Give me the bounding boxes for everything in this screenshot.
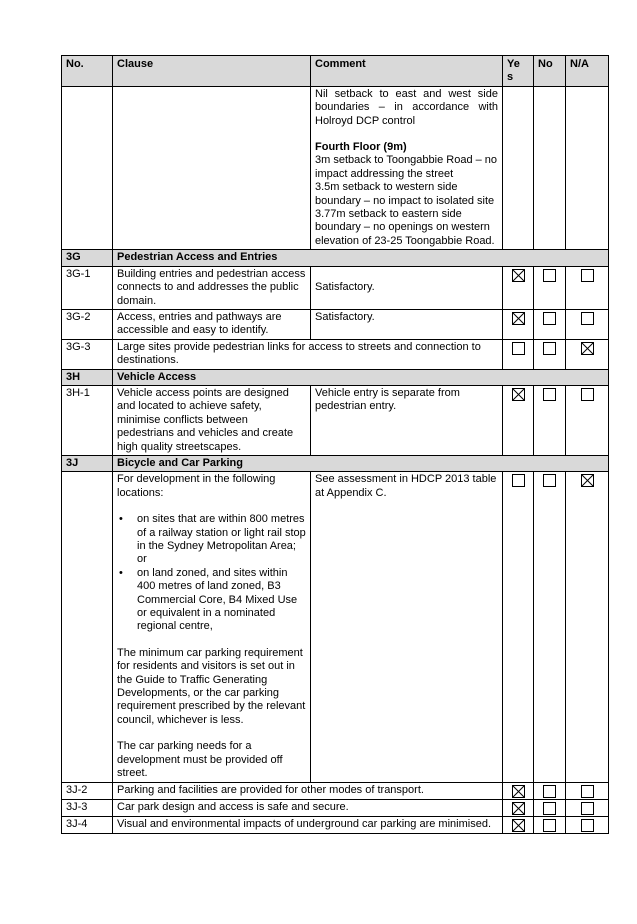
- table-row: [62, 472, 609, 782]
- section-row-3j: [62, 455, 609, 471]
- na-checkbox[interactable]: [581, 388, 594, 401]
- row-number: 3J-4: [62, 816, 113, 833]
- setback-note: Nil setback to east and west side boundaries – in accordance with Holroyd DCP control: [315, 87, 498, 127]
- empty-box-icon: [543, 819, 556, 832]
- list-item: • on sites that are within 800 metres of a railway station or light rail stop in the Sydney Metropolitan Area; or: [117, 513, 306, 567]
- setback-line: 3.77m setback to eastern side boundary – no openings on western elevation of 23-25 Toongabbie Road.: [315, 208, 495, 247]
- yes-checkbox[interactable]: [512, 312, 525, 325]
- table-row: [62, 266, 609, 309]
- empty-box-icon: [543, 269, 556, 282]
- header-no-col: No: [534, 56, 566, 87]
- list-item: • on land zoned, and sites within 400 metres of land zoned, B3 Commercial Core, B4 Mixed Use or equivalent in a nominated regional centre,: [117, 567, 306, 634]
- clause-text: Access, entries and pathways are accessible and easy to identify.: [113, 309, 311, 339]
- no-checkbox-cell: [534, 799, 566, 816]
- na-checkbox[interactable]: [581, 474, 594, 487]
- setback-line: 3.5m setback to western side boundary – no impact to isolated site: [315, 181, 495, 207]
- section-row-3h: [62, 369, 609, 385]
- row-number: 3H-1: [62, 385, 113, 455]
- no-checkbox[interactable]: [543, 312, 556, 325]
- yes-checkbox[interactable]: [512, 785, 525, 798]
- table-row: [62, 309, 609, 339]
- no-checkbox[interactable]: [543, 388, 556, 401]
- na-checkbox-cell: [566, 309, 609, 339]
- no-checkbox[interactable]: [543, 474, 556, 487]
- table-row-continued: [62, 86, 609, 249]
- no-checkbox[interactable]: [543, 785, 556, 798]
- row-number: 3J-3: [62, 799, 113, 816]
- no-checkbox[interactable]: [543, 269, 556, 282]
- yes-checkbox[interactable]: [512, 802, 525, 815]
- section-number: 3J: [62, 455, 113, 471]
- comment-text: Satisfactory.: [311, 309, 503, 339]
- clause-text: Building entries and pedestrian access connects to and addresses the public domain.: [113, 266, 311, 309]
- checked-box-icon: [581, 474, 594, 487]
- clause-text: [113, 472, 311, 782]
- comment-text: Vehicle entry is separate from pedestrian entry.: [311, 385, 503, 455]
- no-checkbox-cell: [534, 266, 566, 309]
- empty-box-icon: [581, 388, 594, 401]
- yes-checkbox[interactable]: [512, 388, 525, 401]
- table-row: [62, 782, 609, 799]
- empty-box-icon: [543, 474, 556, 487]
- checked-box-icon: [512, 819, 525, 832]
- clause-text: Visual and environmental impacts of underground car parking are minimised.: [113, 816, 503, 833]
- yes-checkbox-cell: [503, 266, 534, 309]
- no-checkbox-cell: [534, 816, 566, 833]
- yes-checkbox[interactable]: [512, 269, 525, 282]
- empty-box-icon: [512, 474, 525, 487]
- empty-box-icon: [543, 342, 556, 355]
- no-checkbox-cell: [534, 385, 566, 455]
- checked-box-icon: [512, 802, 525, 815]
- empty-box-icon: [543, 312, 556, 325]
- no-checkbox-cell: [534, 782, 566, 799]
- checked-box-icon: [512, 269, 525, 282]
- no-checkbox[interactable]: [543, 342, 556, 355]
- header-comment: Comment: [311, 56, 503, 87]
- comment-text: See assessment in HDCP 2013 table at Appendix C.: [311, 472, 503, 782]
- yes-checkbox[interactable]: [512, 342, 525, 355]
- na-checkbox-cell: [566, 385, 609, 455]
- no-checkbox-cell: [534, 309, 566, 339]
- no-checkbox-cell: [534, 472, 566, 782]
- na-checkbox[interactable]: [581, 819, 594, 832]
- cell-comment: [311, 86, 503, 249]
- na-checkbox[interactable]: [581, 802, 594, 815]
- yes-checkbox-cell: [503, 816, 534, 833]
- cell-no-val: [534, 86, 566, 249]
- na-checkbox-cell: [566, 799, 609, 816]
- comment-text: Satisfactory.: [311, 266, 503, 309]
- section-number: 3G: [62, 250, 113, 266]
- checked-box-icon: [512, 388, 525, 401]
- no-checkbox[interactable]: [543, 819, 556, 832]
- cell-clause: [113, 86, 311, 249]
- na-checkbox-cell: [566, 782, 609, 799]
- location-list: [117, 513, 306, 634]
- empty-box-icon: [581, 312, 594, 325]
- cell-no: [62, 86, 113, 249]
- empty-box-icon: [581, 819, 594, 832]
- clause-compliance-table: [61, 55, 609, 834]
- cell-yes: [503, 86, 534, 249]
- section-title: Pedestrian Access and Entries: [113, 250, 609, 266]
- cell-na: [566, 86, 609, 249]
- empty-box-icon: [581, 802, 594, 815]
- header-na: N/A: [566, 56, 609, 87]
- table-row: [62, 799, 609, 816]
- clause-text: Large sites provide pedestrian links for access to streets and connection to destinations.: [113, 339, 503, 369]
- table-row: [62, 816, 609, 833]
- empty-box-icon: [543, 802, 556, 815]
- section-number: 3H: [62, 369, 113, 385]
- empty-box-icon: [512, 342, 525, 355]
- clause-text: Parking and facilities are provided for other modes of transport.: [113, 782, 503, 799]
- fourth-floor-heading: Fourth Floor (9m): [315, 141, 407, 154]
- row-number: [62, 472, 113, 782]
- yes-checkbox-cell: [503, 782, 534, 799]
- header-yes: Ye s: [503, 56, 534, 87]
- empty-box-icon: [543, 388, 556, 401]
- yes-checkbox-cell: [503, 472, 534, 782]
- no-checkbox[interactable]: [543, 802, 556, 815]
- na-checkbox-cell: [566, 339, 609, 369]
- section-row-3g: [62, 250, 609, 266]
- na-checkbox-cell: [566, 472, 609, 782]
- clause-text: Vehicle access points are designed and located to achieve safety, minimise conflicts between pedestrians and vehicles and create high quality streetscapes.: [113, 385, 311, 455]
- row-number: 3G-1: [62, 266, 113, 309]
- yes-checkbox[interactable]: [512, 474, 525, 487]
- header-no: No.: [62, 56, 113, 87]
- clause-paragraph: The car parking needs for a development must be provided off street.: [117, 740, 283, 780]
- clause-intro: For development in the following locations:: [117, 473, 276, 499]
- checked-box-icon: [581, 342, 594, 355]
- table-row: [62, 385, 609, 455]
- empty-box-icon: [543, 785, 556, 798]
- checked-box-icon: [512, 312, 525, 325]
- na-checkbox[interactable]: [581, 312, 594, 325]
- empty-box-icon: [581, 269, 594, 282]
- table-row: [62, 339, 609, 369]
- yes-checkbox-cell: [503, 799, 534, 816]
- row-number: 3G-3: [62, 339, 113, 369]
- section-title: Bicycle and Car Parking: [113, 455, 609, 471]
- clause-paragraph: The minimum car parking requirement for residents and visitors is set out in the Guide to Traffic Generating Developments, or the car parking requirement prescribed by the relevant council, whichever is less.: [117, 646, 306, 726]
- yes-checkbox-cell: [503, 309, 534, 339]
- na-checkbox-cell: [566, 816, 609, 833]
- yes-checkbox-cell: [503, 385, 534, 455]
- empty-box-icon: [581, 785, 594, 798]
- clause-text: Car park design and access is safe and secure.: [113, 799, 503, 816]
- row-number: 3J-2: [62, 782, 113, 799]
- checked-box-icon: [512, 785, 525, 798]
- na-checkbox-cell: [566, 266, 609, 309]
- na-checkbox[interactable]: [581, 785, 594, 798]
- no-checkbox-cell: [534, 339, 566, 369]
- row-number: 3G-2: [62, 309, 113, 339]
- table-header-row: [62, 56, 609, 87]
- setback-line: 3m setback to Toongabbie Road – no impact addressing the street: [315, 154, 498, 180]
- section-title: Vehicle Access: [113, 369, 609, 385]
- yes-checkbox-cell: [503, 339, 534, 369]
- header-clause: Clause: [113, 56, 311, 87]
- yes-checkbox[interactable]: [512, 819, 525, 832]
- na-checkbox[interactable]: [581, 269, 594, 282]
- na-checkbox[interactable]: [581, 342, 594, 355]
